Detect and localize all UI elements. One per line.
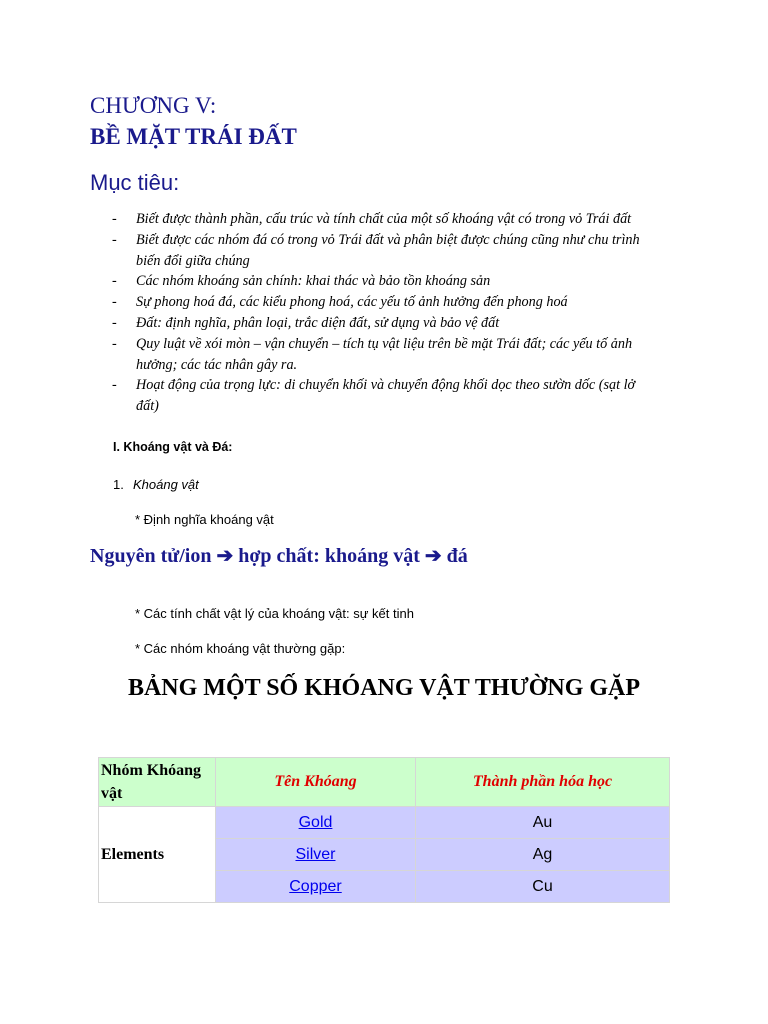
note-groups: * Các nhóm khoáng vật thường gặp: xyxy=(135,641,346,656)
bullet-dash: - xyxy=(112,211,117,227)
mineral-link-gold[interactable]: Gold xyxy=(298,813,333,831)
header-group: Nhóm Khóang vật xyxy=(99,758,215,806)
objective-item xyxy=(112,209,682,230)
objective-text: Hoạt động của trọng lực: di chuyển khối và chuyển động khối dọc theo sườn dốc (sạt lở xyxy=(136,377,636,394)
minerals-table xyxy=(98,757,670,903)
objective-text: Sự phong hoá đá, các kiểu phong hoá, các yếu tố ảnh hưởng đến phong hoá xyxy=(136,294,568,311)
table-title: BẢNG MỘT SỐ KHÓANG VẬT THƯỜNG GẶP xyxy=(127,675,641,701)
header-name: Tên Khóang xyxy=(216,758,415,806)
subsection-title: Khoáng vật xyxy=(133,477,199,492)
flow-statement: Nguyên tử/ion ➔ hợp chất: khoáng vật ➔ đá xyxy=(90,545,468,567)
bullet-dash: - xyxy=(112,273,117,290)
formula-cell: Cu xyxy=(416,871,669,902)
chapter-label: CHƯƠNG V: xyxy=(90,93,217,118)
objective-text: Biết được các nhóm đá có trong vỏ Trái đất và phân biệt được chúng cũng như chu trình xyxy=(136,231,640,248)
objective-text: hưởng; các tác nhân gây ra. xyxy=(136,356,298,373)
objective-item xyxy=(112,271,682,292)
objective-text: Các nhóm khoáng sản chính: khai thác và bảo tồn khoáng sản xyxy=(136,273,491,290)
bullet-dash: - xyxy=(112,294,117,311)
objective-text: đất) xyxy=(136,398,159,415)
mineral-name-cell xyxy=(216,871,415,902)
mineral-link-silver[interactable]: Silver xyxy=(295,845,336,863)
mineral-link-copper[interactable]: Copper xyxy=(289,877,342,895)
section-heading: I. Khoáng vật và Đá: xyxy=(113,440,233,454)
bullet-dash: - xyxy=(112,314,117,331)
objective-text: Biết được thành phần, cấu trúc và tính chất của một số khoáng vật có trong vỏ Trái đất xyxy=(136,211,632,227)
bullet-dash: - xyxy=(112,377,117,394)
chapter-title: BỀ MẶT TRÁI ĐẤT xyxy=(90,124,297,149)
formula-cell: Ag xyxy=(416,839,669,870)
note-definition: * Định nghĩa khoáng vật xyxy=(135,512,274,527)
group-cell: Elements xyxy=(99,807,215,902)
subsection-number: 1. xyxy=(113,477,124,492)
bullet-dash: - xyxy=(112,335,117,352)
subsection-heading xyxy=(113,477,199,492)
objectives-heading: Mục tiêu: xyxy=(90,170,180,195)
objective-text: Quy luật về xói mòn – vận chuyển – tích tụ vật liệu trên bề mặt Trái đất; các yếu tố ảnh xyxy=(136,335,633,352)
mineral-name-cell xyxy=(216,839,415,870)
objective-item xyxy=(112,334,682,376)
bullet-dash: - xyxy=(112,231,117,248)
objectives-list xyxy=(112,209,682,417)
objective-item xyxy=(112,230,682,272)
table-row xyxy=(99,807,669,838)
objective-text: Đất: định nghĩa, phân loại, trắc diện đất, sử dụng và bảo vệ đất xyxy=(136,314,500,331)
objective-text: biến đổi giữa chúng xyxy=(136,252,250,269)
note-properties: * Các tính chất vật lý của khoáng vật: sự kết tinh xyxy=(135,606,414,621)
objective-item xyxy=(112,292,682,313)
objective-item xyxy=(112,375,682,417)
header-formula: Thành phần hóa học xyxy=(416,758,669,806)
mineral-name-cell xyxy=(216,807,415,838)
table-header-row xyxy=(99,758,669,806)
objective-item xyxy=(112,313,682,334)
formula-cell: Au xyxy=(416,807,669,838)
